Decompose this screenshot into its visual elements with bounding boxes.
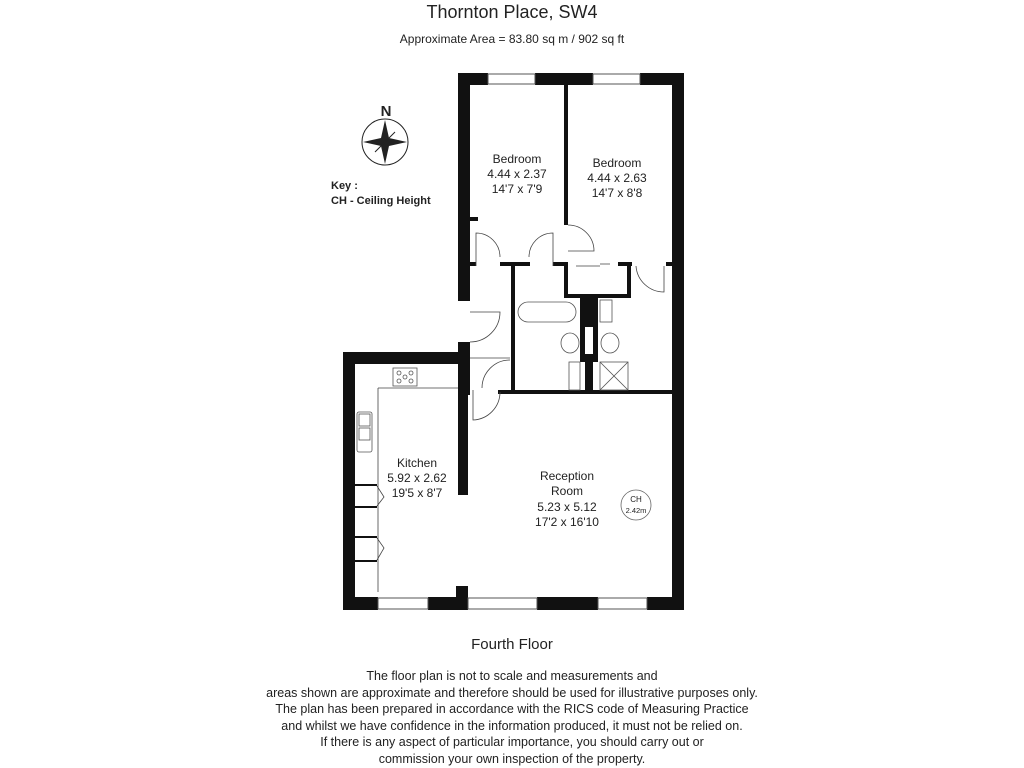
ceiling-height-badge <box>621 490 651 520</box>
bedroom-1-name: Bedroom <box>492 152 542 166</box>
page-title: Thornton Place, SW4 <box>426 2 598 22</box>
reception-name-1: Reception <box>539 469 595 483</box>
kitchen-metric: 5.92 x 2.62 <box>387 471 447 485</box>
toilet-icon <box>601 333 619 353</box>
reception-name-2: Room <box>550 484 584 498</box>
disclaimer-line: and whilst we have confidence in the information produced, it must not be relied on. <box>281 718 743 733</box>
ceiling-value: 2.42m <box>625 506 647 515</box>
disclaimer-line: commission your own inspection of the property. <box>378 751 646 766</box>
bedroom-2-metric: 4.44 x 2.63 <box>587 171 647 185</box>
key-title: Key : <box>331 180 358 192</box>
compass-icon <box>362 103 408 165</box>
disclaimer-line: areas shown are approximate and therefore should be used for illustrative purposes only. <box>266 685 758 700</box>
key-entry: CH - Ceiling Height <box>331 195 431 207</box>
basin-icon <box>569 362 580 390</box>
reception-imperial: 17'2 x 16'10 <box>535 515 599 529</box>
doors <box>377 225 664 592</box>
bedroom-1-metric: 4.44 x 2.37 <box>487 167 547 181</box>
basin-icon <box>600 300 612 322</box>
bedroom-2-name: Bedroom <box>592 156 642 170</box>
ceiling-label: CH <box>630 495 642 504</box>
bedroom-1-imperial: 14'7 x 7'9 <box>491 182 543 196</box>
floor-label: Fourth Floor <box>471 636 553 653</box>
bathtub-icon <box>518 302 576 322</box>
kitchen-imperial: 19'5 x 8'7 <box>391 486 443 500</box>
disclaimer-line: The floor plan is not to scale and measurements and <box>366 669 658 683</box>
kitchen-name: Kitchen <box>396 456 438 470</box>
room-labels <box>387 152 647 529</box>
disclaimer-line: If there is any aspect of particular importance, you should carry out or <box>320 735 704 749</box>
disclaimer-line: The plan has been prepared in accordance with the RICS code of Measuring Practice <box>275 702 749 716</box>
reception-metric: 5.23 x 5.12 <box>537 500 597 514</box>
bedroom-2-imperial: 14'7 x 8'8 <box>591 186 643 200</box>
compass-north-label: N <box>380 103 392 120</box>
approximate-area: Approximate Area = 83.80 sq m / 902 sq ft <box>399 32 625 46</box>
disclaimer <box>0 668 1024 767</box>
hob-icon <box>393 368 417 386</box>
toilet-icon <box>561 333 579 353</box>
